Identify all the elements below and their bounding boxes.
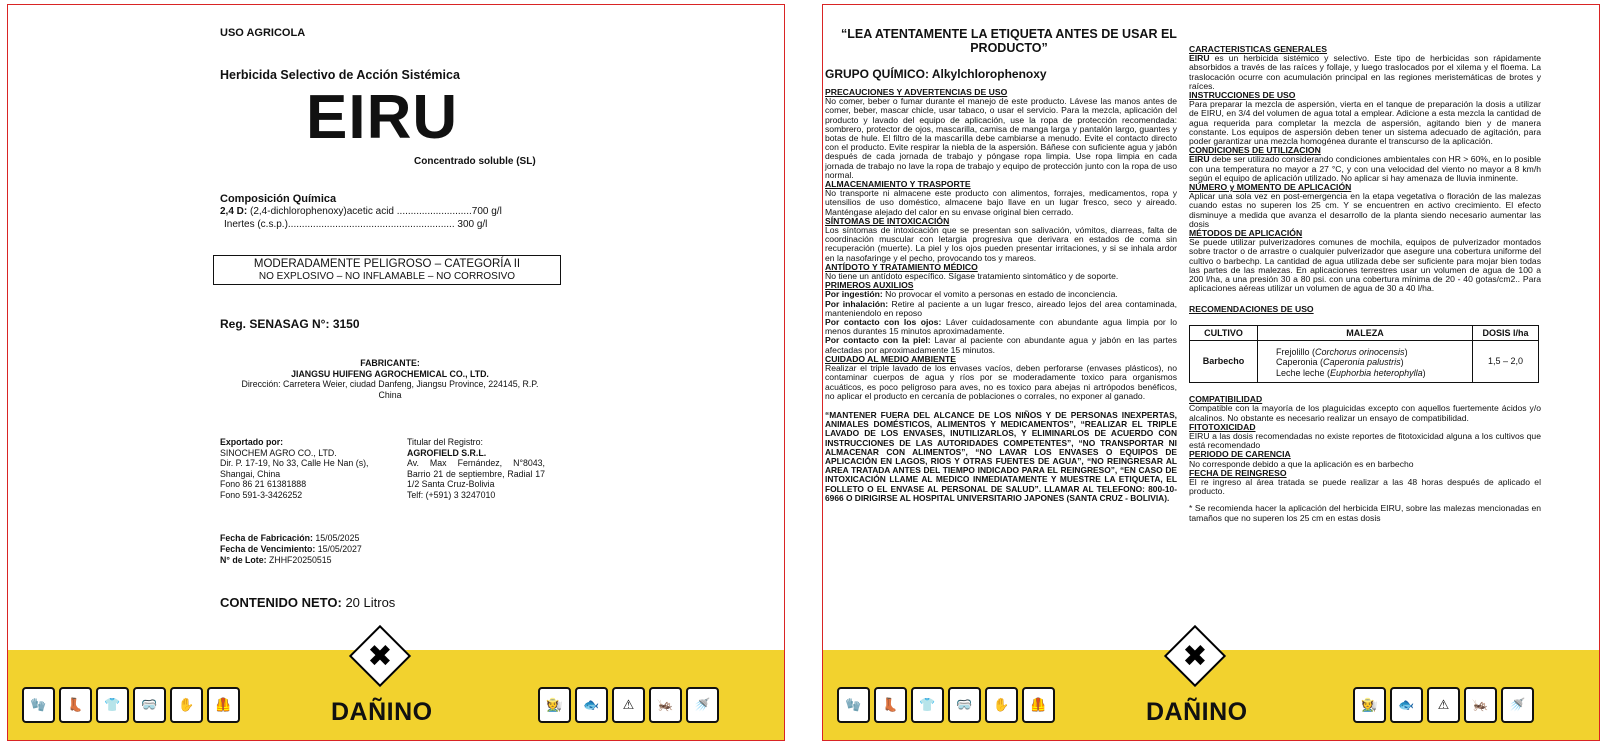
composition-inert: Inertes (c.s.p.)............................................................ 300 g/l — [224, 219, 488, 230]
wash-hands-pictogram-icon: ✋ — [170, 687, 203, 723]
harmful-diamond-icon: ✖ — [1164, 625, 1226, 687]
expiry-date: Fecha de Vencimiento: 15/05/2027 — [220, 544, 362, 554]
harmful-diamond-icon: ✖ — [349, 625, 411, 687]
boots-pictogram-icon: 👢 — [59, 687, 92, 723]
formulation: Concentrado soluble (SL) — [414, 156, 536, 167]
shower-pictogram-icon: 🚿 — [686, 687, 719, 723]
shower-pictogram-icon: 🚿 — [1501, 687, 1534, 723]
precautions-text: No comer, beber o fumar durante el manejo de este producto. Lávese las manos antes de comer, beber, mascar chicle, usar tabaco, o usar el servicio. Para la mezcla, aplicación del producto y lavado del equipo de aplicación, use la ropa de protección recomendada: sombrero, protector de ojos, mascarilla, camisa de manga larga y pantalón largo, guantes y botas de hule. El filtro de la mascarilla debe cambiarse a menudo. Evite el contacto directo con el producto. Evite respirar la niebla de la aspersión. Báñese con suficiente agua y jabón después de cada jornada de trabajo y póngase ropa limpia. Use ropa limpia en cada jornada de trabajo no lave la ropa de trabajo y equipo de protección junto con la ropa de uso normal. — [825, 96, 1177, 180]
footnote: * Se recomienda hacer la aplicación del herbicida EIRU, sobre las malezas mencionadas en tamaños que no superen los 25 cm en estas dosis — [1189, 503, 1541, 523]
first-aid-ingestion: Por ingestión: No provocar el vomito a personas en estado de inconciencia. — [825, 289, 1118, 300]
exporter-line: Shangai, China — [220, 468, 281, 479]
manufacture-date: Fecha de Fabricación: 15/05/2025 — [220, 533, 360, 543]
composition-active: 2,4 D: (2,4-dichlorophenoxy)acetic acid ...........................700 g/l — [220, 206, 502, 217]
gloves-pictogram-icon: 🧤 — [22, 687, 55, 723]
farmer-pictogram-icon: 🧑‍🌾 — [538, 687, 571, 723]
manufacturer-block — [240, 358, 540, 400]
compatibility-text: Compatible con la mayoría de los plaguicidas excepto con aquellos fuertemente ácidos y/o alcalinos. No obstante es necesario realizar un ensayo de compatibilidad. — [1189, 403, 1541, 423]
preharvest-text: No corresponde debido a que la aplicación es en barbecho — [1189, 458, 1414, 469]
right-label-panel — [822, 4, 1600, 741]
storage-title: ALMACENAMIENTO Y TRASPORTE — [825, 179, 971, 190]
first-aid-inhalation: Por inhalación: Retire al paciente a un lugar fresco, aireado lejos del area contaminada, manteniendolo en reposo — [825, 298, 1177, 318]
product-name: EIRU — [306, 83, 459, 152]
manufacturer-address: Dirección: Carretera Weier, ciudad Danfeng, Jiangsu Province, 224145, R.P. China — [241, 379, 539, 400]
symptoms-title: SÍNTOMAS DE INTOXICACIÓN — [825, 215, 950, 226]
registrant-title: Titular del Registro: — [407, 437, 483, 447]
application-timing-title: NÚMERO y MOMENTO DE APLICACIÓN — [1189, 182, 1352, 193]
manufacturer-title: FABRICANTE: — [360, 358, 420, 368]
uso-agricola: USO AGRICOLA — [220, 27, 306, 39]
warning-pictogram-icon: ⚠ — [612, 687, 645, 723]
apron-pictogram-icon: 🦺 — [207, 687, 240, 723]
fish-toxic-pictogram-icon: 🐟 — [1390, 687, 1423, 723]
methods-title: MÉTODOS DE APLICACIÓN — [1189, 228, 1303, 239]
warning-pictogram-icon: ⚠ — [1427, 687, 1460, 723]
right-column — [1189, 45, 1541, 523]
storage-text: No transporte ni almacene este producto con alimentos, forrajes, medicamentos, ropa y utensilios de uso doméstico, almacene bajo llave en un lugar fresco, seco y aireado. Manténgase alejado del calor en su envase original bien cerrado. — [825, 188, 1177, 217]
hazard-properties: NO EXPLOSIVO – NO INFLAMABLE – NO CORROSIVO — [258, 271, 516, 282]
table-header: CULTIVO — [1190, 325, 1258, 340]
gloves-pictogram-icon: 🧤 — [837, 687, 870, 723]
table-cell-weeds — [1258, 340, 1473, 383]
instructions-title: INSTRUCCIONES DE USO — [1189, 90, 1296, 101]
chemical-group: GRUPO QUÍMICO: Alkylchlorophenoxy — [825, 67, 1047, 81]
clothing-pictogram-icon: 👕 — [96, 687, 129, 723]
hazard-pictograms — [1353, 687, 1534, 723]
farmer-pictogram-icon: 🧑‍🌾 — [1353, 687, 1386, 723]
fish-toxic-pictogram-icon: 🐟 — [575, 687, 608, 723]
phytotoxicity-title: FITOTOXICIDAD — [1189, 421, 1256, 432]
table-row — [1190, 340, 1539, 383]
table-header: DOSIS l/ha — [1473, 325, 1539, 340]
recommendations-title: RECOMENDACIONES DE USO — [1189, 304, 1314, 315]
boots-pictogram-icon: 👢 — [874, 687, 907, 723]
ppe-pictograms — [837, 687, 1055, 723]
face-protection-pictogram-icon: 🥽 — [133, 687, 166, 723]
mandatory-warnings: “MANTENER FUERA DEL ALCANCE DE LOS NIÑOS Y DE PERSONAS INEXPERTAS, ANIMALES DOMÉSTICOS, ALIMENTOS Y MEDICAMENTOS”, “REALIZAR EL TRIPLE LAVADO DE LOS ENVASES, INUTILIZARLOS, Y ELIMINARLOS DE ACUERDO CON INSTRUCCIONES DE LAS AUTORIDADES COMPETENTES”, “NO TRANSPORTAR NI ALMACENAR CON ALIMENTOS”, “NO LAVAR LOS ENVASES O EQUIPOS DE APLICACIÓN EN LAGOS, RIOS Y OTRAS FUENTES DE AGUA”, “NO REINGRESAR AL AREA TRATADA ANTES DEL TIEMPO INDICADO PARA EL REINGRESO”, “EN CASO DE INTOXICACIÓN LLAME AL MEDICO INMEDIATAMENTE Y MUESTRE LA ETIQUETA, EL FOLLETO O EL ENVASE AL PERSONAL DE SALUD”. LLAMAR AL TELEFONO: 800-10-6966 O DIRIGIRSE AL HOSPITAL UNIVERSITARIO JAPONES (SANTA CRUZ - BOLIVIA). — [825, 409, 1177, 503]
apron-pictogram-icon: 🦺 — [1022, 687, 1055, 723]
precautions-title: PRECAUCIONES Y ADVERTENCIAS DE USO — [825, 87, 1008, 97]
first-aid-skin: Por contacto con la piel: Lavar al paciente con abundante agua y jabón en las partes afectadas por aproximadamente 15 minutos. — [825, 335, 1177, 355]
symptoms-text: Los síntomas de intoxicación que se presentan son salivación, vómitos, diarreas, falta de coordinación muscular con letargia progresiva que derivara en estados de coma sin recuperación (muerte). La piel y los ojos pueden presentar irritaciones, y si se inhala ardor en la nasofaringe y el pecho, provocando tos y mareos. — [825, 225, 1177, 263]
product-subtitle: Herbicida Selectivo de Acción Sistémica — [220, 68, 460, 82]
exporter-line: SINOCHEM AGRO CO., LTD. — [220, 447, 337, 458]
insect-pictogram-icon: 🦗 — [1464, 687, 1497, 723]
first-aid-title: PRIMEROS AUXILIOS — [825, 280, 914, 291]
table-cell-dose: 1,5 – 2,0 — [1473, 340, 1539, 383]
environment-title: CUIDADO AL MEDIO AMBIENTE — [825, 353, 956, 364]
weed-item: Caperonia (Caperonia palustris) — [1276, 357, 1404, 368]
environment-text: Realizar el triple lavado de los envases vacíos, deben perforarse (envases plásticos), no contaminar cuerpos de agua y ríos por se moderadamente toxico para organismos acuáticos, es poco peligroso para aves, no es toxico para abejas ni artrópodos benéficos, no aplicar el producto en cercanía de poblaciones o corrales, no exponer al ganado. — [825, 363, 1177, 401]
registrant-address: Av. Max Fernández, N°8043, Barrio 21 de septiembre, Radial 17 1/2 Santa Cruz-Bolivia — [407, 458, 545, 489]
registrant-block — [407, 437, 545, 500]
left-column — [825, 88, 1177, 503]
danino-label: DAÑINO — [1146, 698, 1248, 726]
conditions-text: EIRU debe ser utilizado considerando condiciones ambientales con HR > 60%, en lo posible con una temperatura no mayor a 27 °C, y con una velocidad del viento no mayor a 8 km/h según el equipo de aplicación utilizado. No aplicar si hay amenaza de lluvia inminente. — [1189, 154, 1541, 183]
registrant-phone: Telf: (+591) 3 3247010 — [407, 489, 496, 500]
table-cell-crop: Barbecho — [1190, 340, 1258, 383]
antidote-title: ANTÍDOTO Y TRATAMIENTO MÉDICO — [825, 261, 978, 272]
reentry-title: FECHA DE REINGRESO — [1189, 467, 1287, 478]
hazard-category: MODERADAMENTE PELIGROSO – CATEGORÍA II — [253, 258, 521, 270]
characteristics-title: CARACTERISTICAS GENERALES — [1189, 44, 1327, 54]
weed-item: Leche leche (Euphorbia heterophylla) — [1276, 367, 1426, 378]
wash-hands-pictogram-icon: ✋ — [985, 687, 1018, 723]
insect-pictogram-icon: 🦗 — [649, 687, 682, 723]
reentry-text: El re ingreso al área tratada se puede realizar a las 48 horas después de aplicado el producto. — [1189, 477, 1541, 497]
composition-title: Composición Química — [220, 193, 337, 205]
clothing-pictogram-icon: 👕 — [911, 687, 944, 723]
compatibility-title: COMPATIBILIDAD — [1189, 394, 1263, 405]
conditions-title: CONDICIONES DE UTILIZACION — [1189, 145, 1321, 156]
registration: Reg. SENASAG N°: 3150 — [220, 317, 360, 331]
manufacturer-name: JIANGSU HUIFENG AGROCHEMICAL CO., LTD. — [291, 368, 489, 379]
ppe-pictograms — [22, 687, 240, 723]
exporter-line: Fono 86 21 61381888 — [220, 479, 307, 489]
antidote-text: No tiene un antídoto específico. Sígase tratamiento sintomático y de soporte. — [825, 271, 1119, 282]
danino-label: DAÑINO — [331, 698, 433, 726]
exporter-line: Dir. P. 17-19, No 33, Calle He Nan (s), — [220, 458, 369, 468]
batch-info — [220, 533, 362, 566]
hazard-category-box — [213, 255, 561, 285]
lot-number: N° de Lote: ZHHF20250515 — [220, 555, 332, 565]
preharvest-title: PERIODO DE CARENCIA — [1189, 449, 1291, 460]
first-aid-eyes: Por contacto con los ojos: Láver cuidadosamente con abundante agua limpia por lo menos durantes 15 minutos aproximadamente. — [825, 317, 1177, 337]
weed-item: Frejolillo (Corchorus orinocensis) — [1276, 346, 1408, 357]
characteristics-text: EIRU es un herbicida sistémico y selectivo. Este tipo de herbicidas son rápidamente absorbidos a través de las raíces y follaje, y luego traslocados por el xilema y el floema. La traslocación ocurre con acumulación principal en las regiones meristemáticas de brotes y raíces. — [1189, 53, 1541, 91]
application-timing-text: Aplicar una sola vez en post-emergencia en la etapa vegetativa o floración de las malezas cuando estas no superen los 25 cm. Y se encuentren en activo crecimiento. El efecto disminuye a medida que avanza el desarrollo de la planta siendo necesario aumentar las dosis — [1189, 191, 1541, 229]
exporter-title: Exportado por: — [220, 437, 284, 447]
methods-text: Se puede utilizar pulverizadores comunes de mochila, equipos de pulverizador montados sobre tractor o de arrastre o cualquier pulverizador que asegure una cobertura uniforme del cultivo o barbechp. La cantidad de agua utilizada debe ser suficiente para mojar bien todas las partes de las malezas. En aplicaciones terrestres usar un volumen de agua de 100 a 200 l/ha, a una presión 30 a 80 psi. con una cobertura mínima de 20 - 40 gotas/cm2.. Para aplicaciones aéreas utilizar un volumen de agua de 30 a 40 l/ha. — [1189, 237, 1541, 294]
face-protection-pictogram-icon: 🥽 — [948, 687, 981, 723]
instructions-text: Para preparar la mezcla de aspersión, vierta en el tanque de preparación la dosis a utilizar de EIRU, en 3/4 del volumen de agua total a emplear. Adicione a esta mezcla la cantidad de agua requerida para completar la mezcla de aspersión, agitando bien y de manera constante. Los equipos de aspersión deben tener un sistema adecuado de agitación, para poder garantizar una mezcla homogénea durante el transcurso de la aplicación. — [1189, 99, 1541, 147]
hazard-pictograms — [538, 687, 719, 723]
table-header: MALEZA — [1258, 325, 1473, 340]
net-content: CONTENIDO NETO: 20 Litros — [220, 595, 396, 610]
exporter-line: Fono 591-3-3426252 — [220, 489, 303, 500]
recommendations-table — [1189, 325, 1539, 384]
registrant-name: AGROFIELD S.R.L. — [407, 447, 487, 458]
exporter-block — [220, 437, 400, 500]
phytotoxicity-text: EIRU a las dosis recomendadas no existe reportes de fitotoxicidad alguna a los cultivos que está recomendado — [1189, 431, 1541, 451]
read-label-warning: “LEA ATENTAMENTE LA ETIQUETA ANTES DE USAR EL PRODUCTO” — [841, 27, 1177, 55]
left-label-panel — [7, 4, 785, 741]
